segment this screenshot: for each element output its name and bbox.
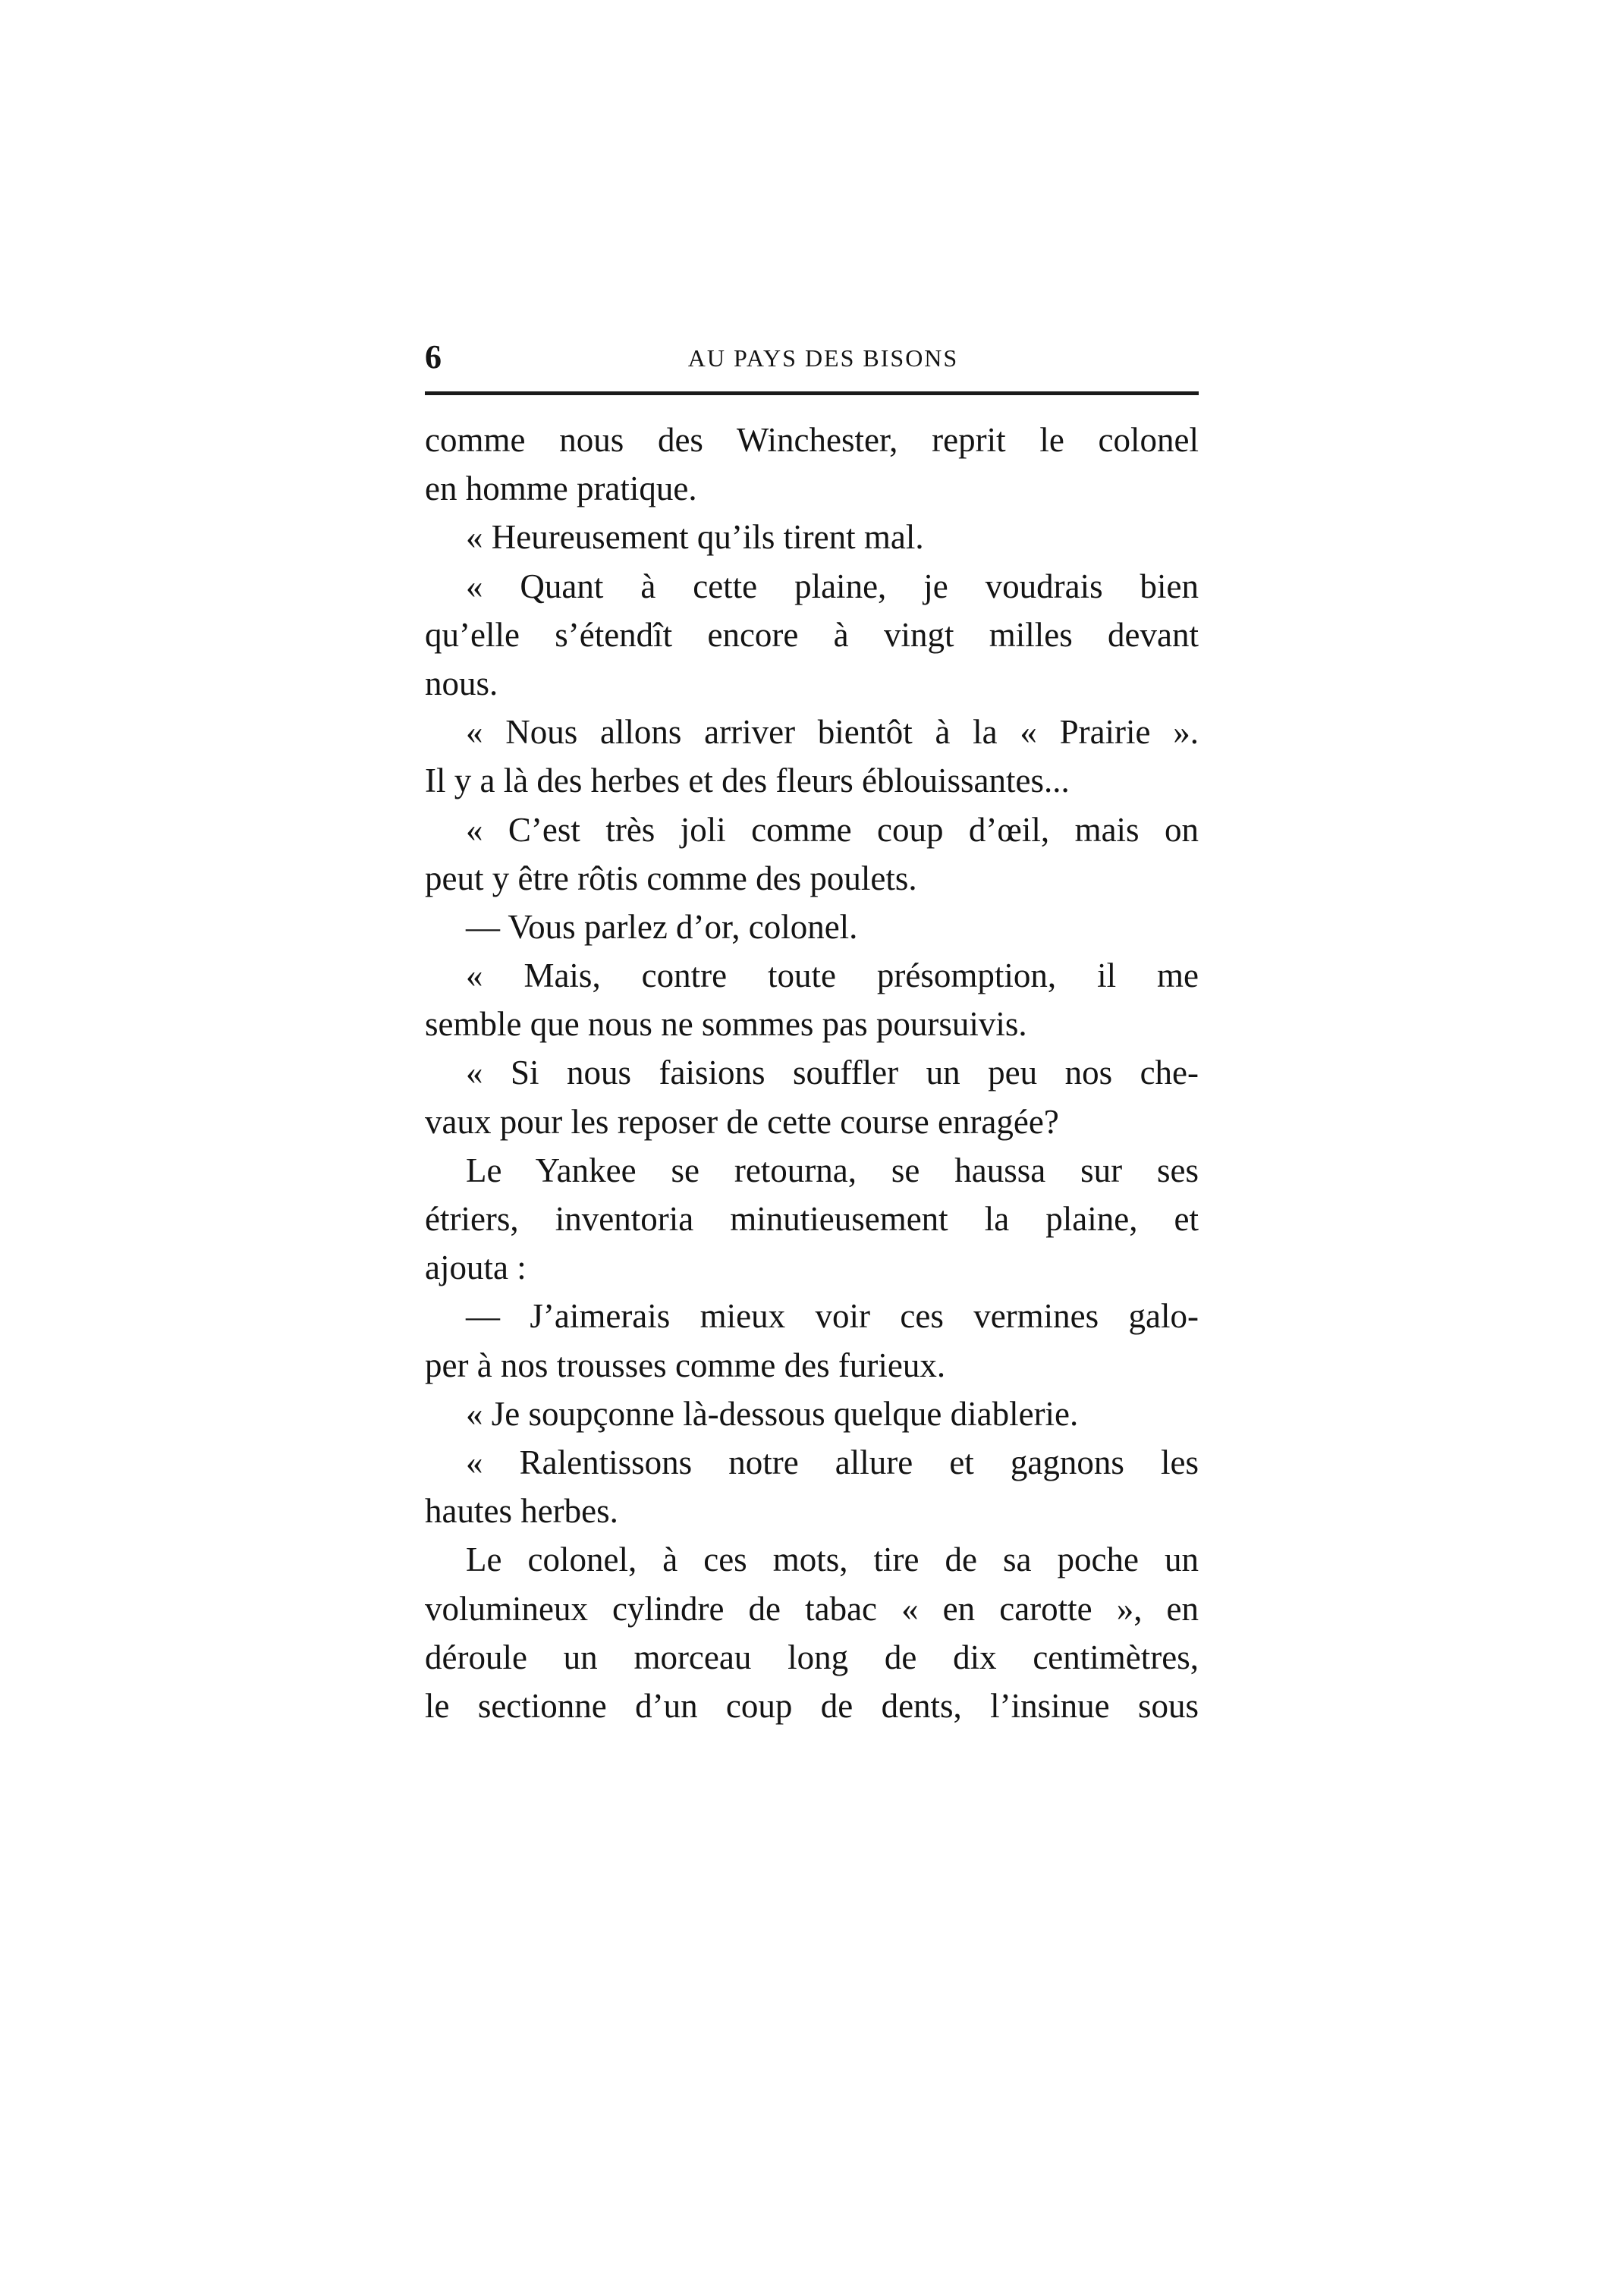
text-line: volumineux cylindre de tabac « en carotte », en xyxy=(425,1589,1199,1628)
text-line: « Si nous faisions souffler un peu nos che- xyxy=(466,1054,1199,1092)
text-line: Il y a là des herbes et des fleurs éblouissantes... xyxy=(425,762,1070,800)
text-line: qu’elle s’étendît encore à vingt milles devant xyxy=(425,615,1199,654)
text-line: « Nous allons arriver bientôt à la « Prairie ». xyxy=(466,713,1199,752)
text-line: en homme pratique. xyxy=(425,470,697,508)
text-line: semble que nous ne sommes pas poursuivis. xyxy=(425,1005,1027,1044)
text-line: nous. xyxy=(425,664,498,702)
text-line: Le colonel, à ces mots, tire de sa poche un xyxy=(466,1541,1199,1579)
text-line: peut y être rôtis comme des poulets. xyxy=(425,859,917,897)
text-line: Le Yankee se retourna, se haussa sur ses xyxy=(466,1151,1199,1189)
text-line: « C’est très joli comme coup d’œil, mais on xyxy=(466,810,1199,849)
text-line: comme nous des Winchester, reprit le colonel xyxy=(425,421,1199,459)
text-line: per à nos trousses comme des furieux. xyxy=(425,1346,946,1384)
text-line: « Je soupçonne là-dessous quelque diablerie. xyxy=(466,1394,1079,1433)
page-number: 6 xyxy=(425,338,442,375)
header-rule xyxy=(425,391,1199,395)
text-line: hautes herbes. xyxy=(425,1492,618,1531)
text-line: « Heureusement qu’ils tirent mal. xyxy=(466,518,924,557)
text-line: « Quant à cette plaine, je voudrais bien xyxy=(466,567,1199,605)
text-line: ajouta : xyxy=(425,1249,527,1287)
text-line: étriers, inventoria minutieusement la plaine, et xyxy=(425,1200,1199,1238)
text-line: « Ralentissons notre allure et gagnons les xyxy=(466,1443,1199,1481)
text-line: le sectionne d’un coup de dents, l’insinue sous xyxy=(425,1686,1199,1725)
page-header xyxy=(425,338,1199,376)
running-title: AU PAYS DES BISONS xyxy=(687,344,959,372)
text-line: déroule un morceau long de dix centimètres, xyxy=(425,1638,1199,1676)
text-line: « Mais, contre toute présomption, il me xyxy=(466,956,1199,995)
body-text xyxy=(425,416,1199,1730)
text-line: vaux pour les reposer de cette course enragée? xyxy=(425,1102,1059,1141)
text-line: — Vous parlez d’or, colonel. xyxy=(466,907,858,946)
text-line: — J’aimerais mieux voir ces vermines galo- xyxy=(466,1297,1199,1336)
